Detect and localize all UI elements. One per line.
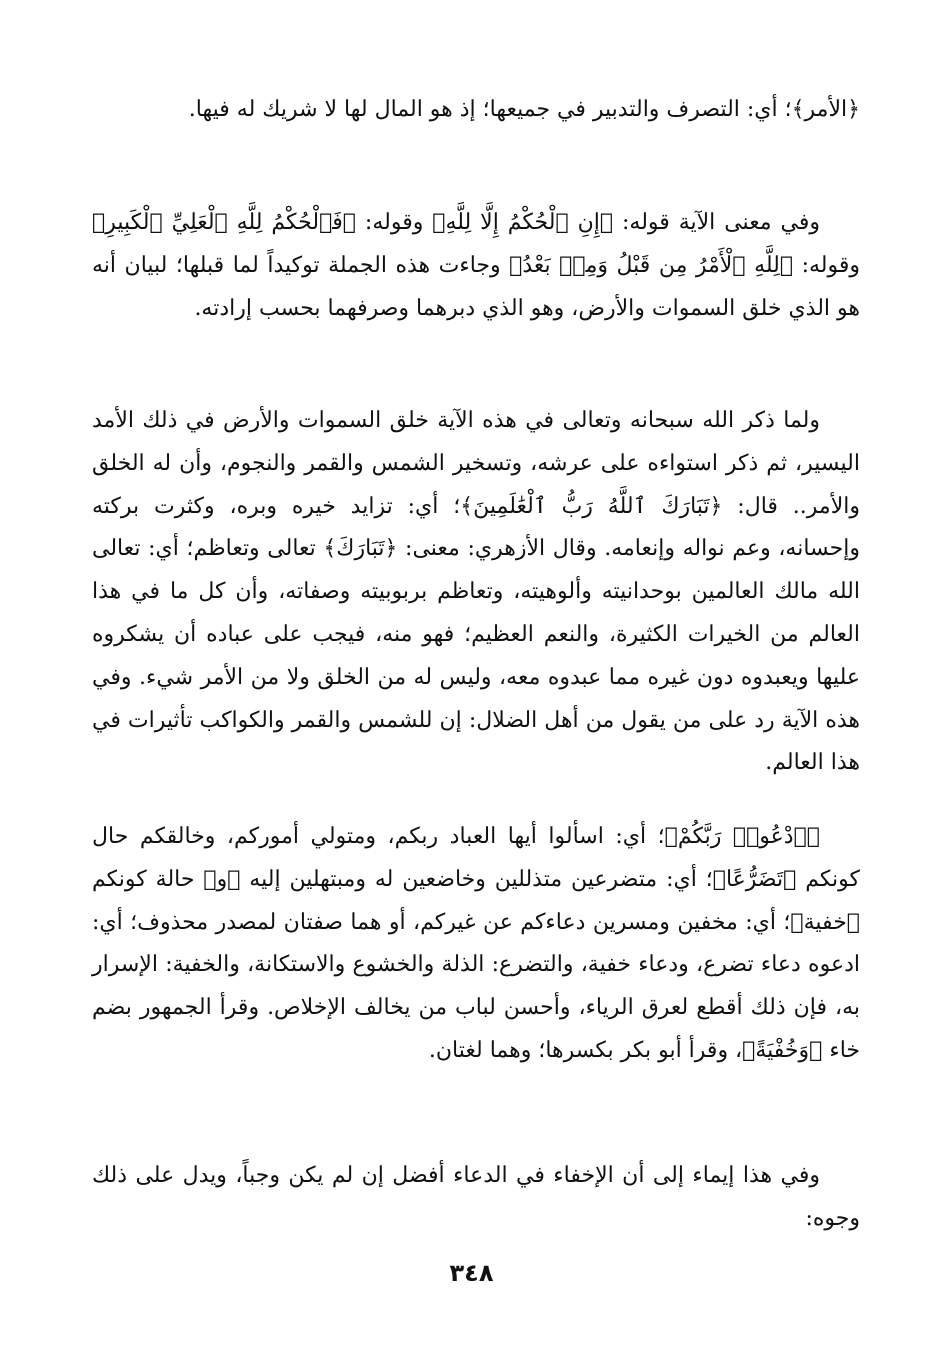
paragraph-1: ﴿الأمر﴾؛ أي: التصرف والتدبير في جميعها؛ إذ هو المال لها لا شريك له فيها. bbox=[188, 97, 860, 122]
paragraph-4: ﴿ٱدْعُوا۟ رَبَّكُمْ﴾؛ أي: اسألوا أيها العباد ربكم، ومتولي أموركم، وخالقكم حال كونكم ﴿تَضَرُّعًا﴾؛ أي: متضرعين متذللين وخاضعين له ومبتهلين إليه ﴿و﴾ حالة كونكم ﴿خفية﴾؛ أي: مخفين ومسرين دعاءكم عن غيركم، أو هما صفتان لمصدر محذوف؛ أي: ادعوه دعاء تضرع، ودعاء خفية، والتضرع: الذلة والخشوع والاستكانة، والخفية: الإسرار به، فإن ذلك أقطع لعرق الرياء، وأحسن لباب من يخالف الإخلاص. وقرأ الجمهور بضم خاء ﴿وَخُفْيَةً﴾، وقرأ أبو بكر بكسرها؛ وهما لغتان. bbox=[92, 824, 860, 1063]
paragraph-3: ولما ذكر الله سبحانه وتعالى في هذه الآية خلق السموات والأرض في ذلك الأمد اليسير، ثم ذكر استواءه على عرشه، وتسخير الشمس والقمر والنجوم، وأن له الخلق والأمر.. قال: ﴿تَبَارَكَ ٱللَّهُ رَبُّ ٱلْعَٰلَمِينَ﴾؛ أي: تزايد خيره وبره، وكثرت بركته وإحسانه، وعم نواله وإنعامه. وقال الأزهري: معنى: ﴿تَبَارَكَ﴾ تعالى وتعاظم؛ أي: تعالى الله مالك العالمين بوحدانيته وألوهيته، وتعاظم بربوبيته وصفاته، وأن كل ما في هذا العالم من الخيرات الكثيرة، والنعم العظيم؛ فهو منه، فيجب على عباده أن يشكروه عليها ويعبدوه دون غيره مما عبدوه معه، وليس له من الخلق ولا من الأمر شيء. وفي هذه الآية رد على من يقول من أهل الضلال: إن للشمس والقمر والكواكب تأثيرات في هذا العالم. bbox=[92, 408, 860, 776]
paragraph-2: وفي معنى الآية قوله: ﴿إِنِ ٱلْحُكْمُ إِلَّا لِلَّهِ﴾ وقوله: ﴿فَٱلْحُكْمُ لِلَّهِ ٱلْعَلِيِّ ٱلْكَبِيرِ﴾ وقوله: ﴿لِلَّهِ ٱلْأَمْرُ مِن قَبْلُ وَمِنۢ بَعْدُ﴾ وجاءت هذه الجملة توكيداً لما قبلها؛ لبيان أنه هو الذي خلق السموات والأرض، وهو الذي دبرهما وصرفهما بحسب إرادته. bbox=[92, 210, 861, 321]
paragraph-5: وفي هذا إيماء إلى أن الإخفاء في الدعاء أفضل إن لم يكن وجباً، ويدل على ذلك وجوه: bbox=[92, 1163, 860, 1231]
page-number: ٣٤٨ bbox=[449, 1259, 494, 1287]
